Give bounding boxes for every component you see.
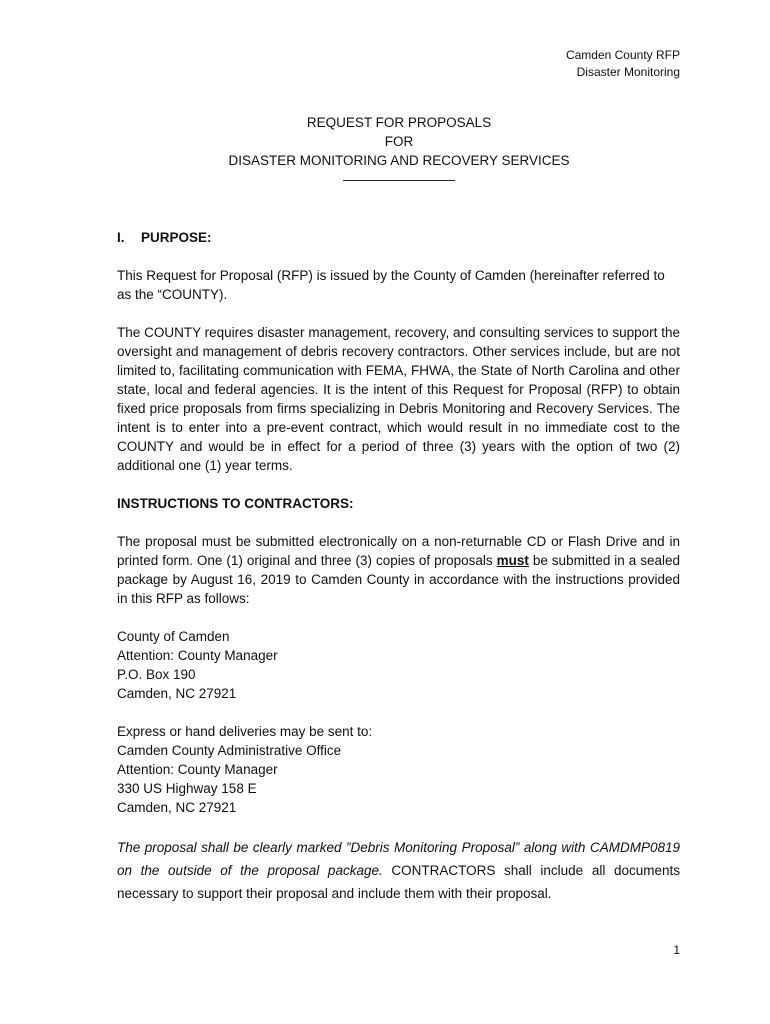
mailing-address-line-4: Camden, NC 27921 bbox=[117, 686, 237, 701]
section-number: I. bbox=[117, 230, 125, 245]
running-header bbox=[566, 47, 680, 81]
title-line-2: FOR bbox=[384, 134, 414, 149]
title-line-3: DISASTER MONITORING AND RECOVERY SERVICES bbox=[228, 153, 570, 168]
title-underline-rule bbox=[343, 180, 455, 181]
mailing-address-line-3: P.O. Box 190 bbox=[117, 667, 196, 682]
marking-instructions-paragraph bbox=[117, 836, 680, 905]
section-heading-instructions: INSTRUCTIONS TO CONTRACTORS: bbox=[117, 496, 354, 511]
purpose-paragraph-2: The COUNTY requires disaster management, recovery, and consulting services to support the oversight and management of debris recovery contractors. Other services include, but are not limited to, facilitating communication with FEMA, FHWA, the State of North Carolina and other state, local and federal agencies. It is the intent of this Request for Proposal (RFP) to obtain fixed price proposals from firms specializing in Debris Monitoring and Recovery Services. The intent is to enter into a pre-event contract, which would result in no immediate cost to the COUNTY and would be in effect for a period of three (3) years with the option of two (2) additional one (1) year terms. bbox=[117, 325, 680, 473]
express-delivery-block bbox=[117, 722, 680, 817]
purpose-paragraph-1: This Request for Proposal (RFP) is issued by the County of Camden (hereinafter referred to as the “COUNTY). bbox=[117, 268, 665, 302]
express-address-line-4: Camden, NC 27921 bbox=[117, 800, 237, 815]
document-body bbox=[117, 228, 680, 924]
express-intro: Express or hand deliveries may be sent to: bbox=[117, 724, 373, 739]
section-title: PURPOSE: bbox=[141, 230, 212, 245]
instructions-text-end: be submitted in a sealed package by August 16, 2019 to Camden County in accordance with the instructions provided in this RFP as follows: bbox=[117, 553, 680, 606]
express-address-line-1: Camden County Administrative Office bbox=[117, 743, 342, 758]
mailing-address-line-2: Attention: County Manager bbox=[117, 648, 278, 663]
marking-instructions-regular: CONTRACTORS shall include all documents necessary to support their proposal and include them with their proposal. bbox=[117, 863, 680, 901]
express-address-line-3: 330 US Highway 158 E bbox=[117, 781, 257, 796]
instructions-text-start: The proposal must be submitted electronically on a non-returnable CD or Flash Drive and in printed form. One (1) original and three (3) copies of proposals bbox=[117, 534, 680, 568]
document-title bbox=[0, 113, 770, 181]
express-address-line-2: Attention: County Manager bbox=[117, 762, 278, 777]
emphasis-must: must bbox=[496, 553, 529, 568]
page-number: 1 bbox=[673, 943, 680, 957]
marking-instructions-italic: The proposal shall be clearly marked ”Debris Monitoring Proposal” along with CAMDMP0819 on the outside of the proposal package. bbox=[117, 840, 680, 878]
mailing-address bbox=[117, 627, 680, 703]
header-line-2: Disaster Monitoring bbox=[576, 65, 680, 79]
title-line-1: REQUEST FOR PROPOSALS bbox=[306, 115, 492, 130]
header-line-1: Camden County RFP bbox=[565, 48, 680, 62]
instructions-paragraph bbox=[117, 532, 680, 608]
section-heading-purpose bbox=[117, 228, 680, 247]
mailing-address-line-1: County of Camden bbox=[117, 629, 230, 644]
